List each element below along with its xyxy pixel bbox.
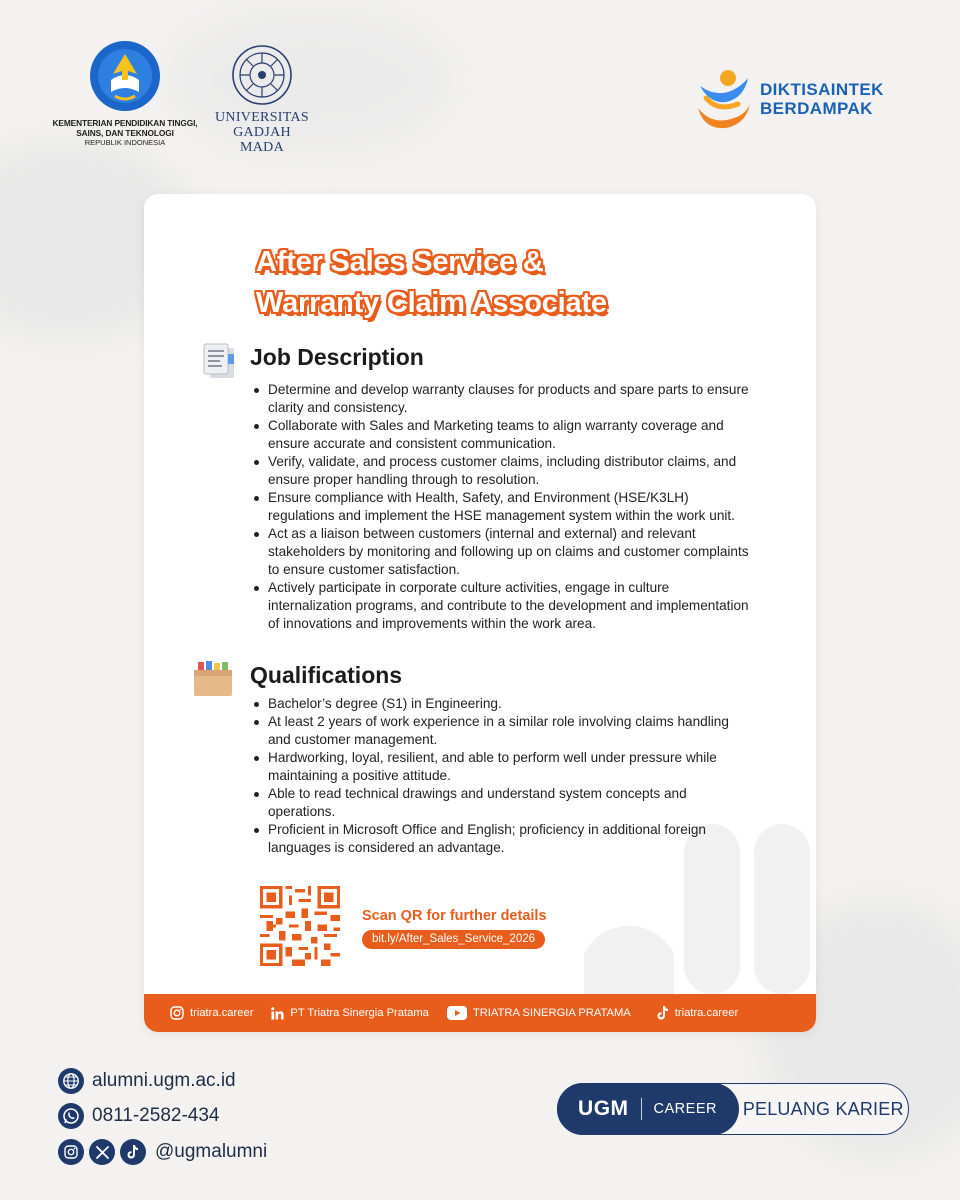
phone-text: 0811-2582-434: [92, 1105, 220, 1126]
list-item: Actively participate in corporate culture activities, engage in culture internalization programs, and contribute to the development and implementation of innovations and improvements within the work area.: [252, 579, 752, 633]
list-item: Able to read technical drawings and understand system concepts and operations.: [252, 785, 752, 821]
list-item: Proficient in Microsoft Office and English; proficiency in additional foreign languages is considered an advantage.: [252, 821, 752, 857]
ugm-emblem-icon: [231, 44, 293, 106]
ugm-logo: [212, 44, 312, 155]
qualifications-heading: Qualifications: [250, 662, 403, 688]
contact-social[interactable]: [58, 1139, 267, 1165]
instagram-icon: [58, 1139, 84, 1165]
globe-icon: [58, 1068, 84, 1094]
footer-tiktok-label: triatra.career: [674, 1007, 739, 1019]
tut-wuri-handayani-seal-icon: [89, 40, 161, 112]
footer-instagram-label: triatra.career: [190, 1007, 254, 1019]
social-handle-text: @ugmalumni: [155, 1141, 268, 1162]
website-text: alumni.ugm.ac.id: [92, 1070, 236, 1091]
footer-youtube[interactable]: [447, 1006, 631, 1020]
footer-tiktok[interactable]: [657, 1006, 738, 1020]
qr-code-icon[interactable]: [260, 886, 340, 966]
instagram-icon: [170, 1006, 184, 1020]
list-item: Hardworking, loyal, resilient, and able to perform well under pressure while maintaining a positive attitude.: [252, 749, 752, 785]
ministry-logo: [40, 40, 210, 148]
contact-phone[interactable]: [58, 1103, 219, 1129]
file-box-icon: [192, 660, 234, 698]
footer-youtube-label: TRIATRA SINERGIA PRATAMA: [472, 1007, 631, 1019]
list-item: Collaborate with Sales and Marketing teams to align warranty coverage and ensure accurate and consistent communication.: [252, 417, 752, 453]
job-title-line2: Warranty Claim Associate: [256, 287, 607, 319]
job-card: [144, 194, 816, 1032]
list-item: Act as a liaison between customers (internal and external) and relevant stakeholders by monitoring and following up on claims and customer complaints to ensure customer satisfaction.: [252, 525, 752, 579]
linkedin-icon: [271, 1007, 284, 1020]
diktisaintek-logo: [694, 68, 884, 130]
career-label: CAREER: [653, 1101, 717, 1117]
ministry-name-line1: KEMENTERIAN PENDIDIKAN TINGGI,: [52, 118, 198, 128]
footer-linkedin[interactable]: [271, 1007, 428, 1020]
ministry-name-line2: SAINS, DAN TEKNOLOGI: [76, 128, 174, 138]
list-item: Verify, validate, and process customer claims, including distributor claims, and ensure proper handling through to resolution.: [252, 453, 752, 489]
job-title-line1: After Sales Service &: [256, 246, 544, 278]
divider: [641, 1098, 642, 1120]
list-item: Determine and develop warranty clauses for products and spare parts to ensure clarity and consistency.: [252, 381, 752, 417]
dikti-line1: DIKTISAINTEK: [760, 80, 884, 99]
youtube-icon: [447, 1006, 467, 1020]
tiktok-icon: [657, 1006, 669, 1020]
tiktok-icon: [120, 1139, 146, 1165]
diktisaintek-mark-icon: [694, 68, 752, 130]
footer-instagram[interactable]: [170, 1006, 253, 1020]
details-link[interactable]: bit.ly/After_Sales_Service_2026: [362, 930, 545, 949]
ministry-name-line3: REPUBLIK INDONESIA: [84, 138, 166, 147]
job-description-list: [252, 381, 752, 633]
list-item: Bachelor’s degree (S1) in Engineering.: [252, 695, 752, 713]
career-badge: [557, 1083, 909, 1135]
company-socials-footer: [144, 994, 816, 1032]
scan-qr-text: Scan QR for further details: [362, 908, 547, 924]
list-item: Ensure compliance with Health, Safety, and Environment (HSE/K3LH) regulations and implement the HSE management system within the work unit.: [252, 489, 752, 525]
job-title: [256, 242, 607, 324]
ugm-name-line2: GADJAH MADA: [233, 125, 291, 155]
ugm-career-pill: [557, 1083, 739, 1135]
ugm-name-line1: UNIVERSITAS: [215, 110, 309, 125]
dikti-line2: BERDAMPAK: [760, 99, 873, 118]
document-icon: [200, 342, 240, 382]
peluang-karier-label: PELUANG KARIER: [742, 1098, 904, 1119]
whatsapp-icon: [58, 1103, 84, 1129]
footer-linkedin-label: PT Triatra Sinergia Pratama: [290, 1007, 429, 1019]
x-twitter-icon: [89, 1139, 115, 1165]
ugm-wordmark: UGM: [578, 1097, 629, 1120]
list-item: At least 2 years of work experience in a similar role involving claims handling and customer management.: [252, 713, 752, 749]
contact-website[interactable]: [58, 1068, 236, 1094]
qualifications-list: [252, 695, 752, 857]
job-description-heading: Job Description: [250, 344, 424, 370]
